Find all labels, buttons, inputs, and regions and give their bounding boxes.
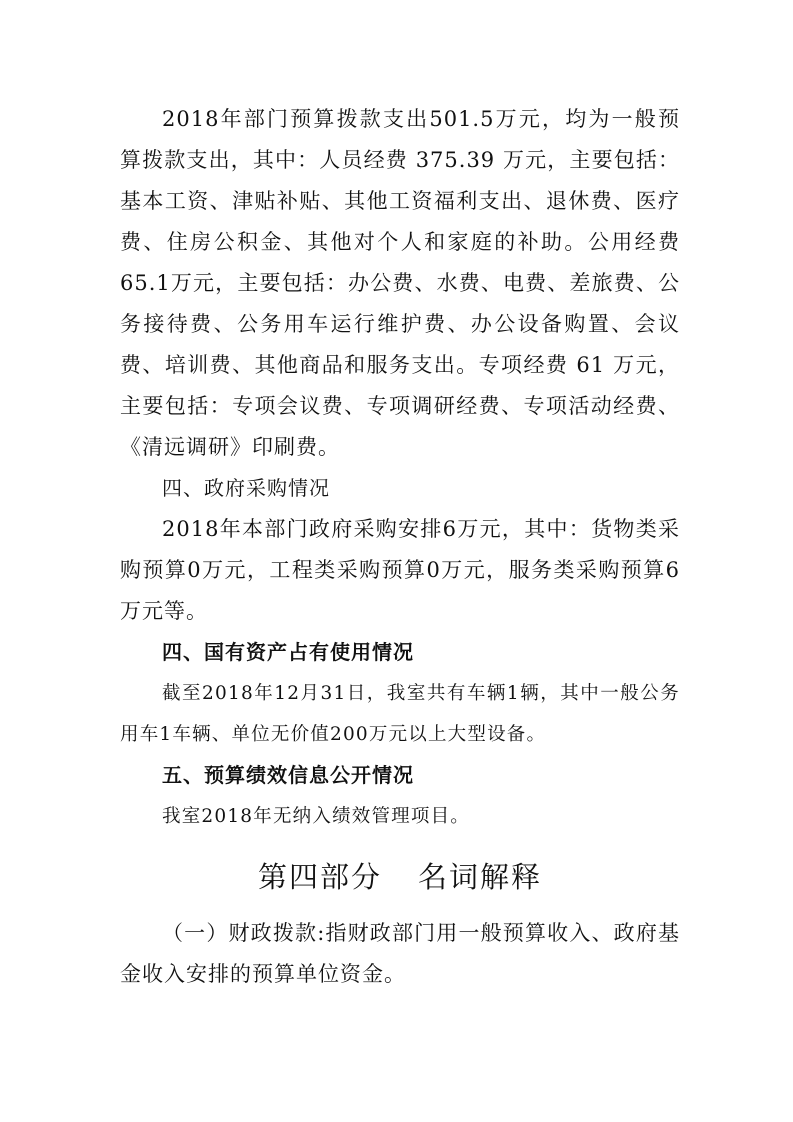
definition-fiscal-appropriation: （一）财政拨款:指财政部门用一般预算收入、政府基金收入安排的预算单位资金。 (120, 921, 680, 986)
section-heading-government-procurement: 四、政府采购情况 (162, 476, 330, 500)
budget-expenditure-paragraph: 2018年部门预算拨款支出501.5万元，均为一般预算拨款支出，其中：人员经费 375.39 万元，主要包括：基本工资、津贴补贴、其他工资福利支出、退休费、医疗费、住房公积金、其他对个人和家庭的补助。公用经费65.1万元，主要包括：办公费、水费、电费、差旅费、公务接待费、公务用车运行维护费、办公设备购置、会议费、培训费、其他商品和服务支出。专项经费 61 万元，主要包括：专项会议费、专项调研经费、专项活动经费、《清远调研》印刷费。 (120, 107, 680, 459)
state-assets-paragraph: 截至2018年12月31日，我室共有车辆1辆，其中一般公务用车1车辆、单位无价值200万元以上大型设备。 (120, 683, 680, 745)
document-body (120, 99, 680, 995)
section-heading-performance-info: 五、预算绩效信息公开情况 (162, 763, 414, 787)
part-title (120, 853, 680, 901)
part-title-number: 第四部分 (257, 860, 382, 894)
section-heading-state-assets: 四、国有资产占有使用情况 (162, 640, 414, 664)
procurement-paragraph: 2018年本部门政府采购安排6万元，其中：货物类采购预算0万元，工程类采购预算0万元，服务类采购预算6万元等。 (120, 517, 680, 623)
performance-info-paragraph: 我室2018年无纳入绩效管理项目。 (162, 806, 470, 827)
part-title-name: 名词解释 (418, 860, 543, 894)
